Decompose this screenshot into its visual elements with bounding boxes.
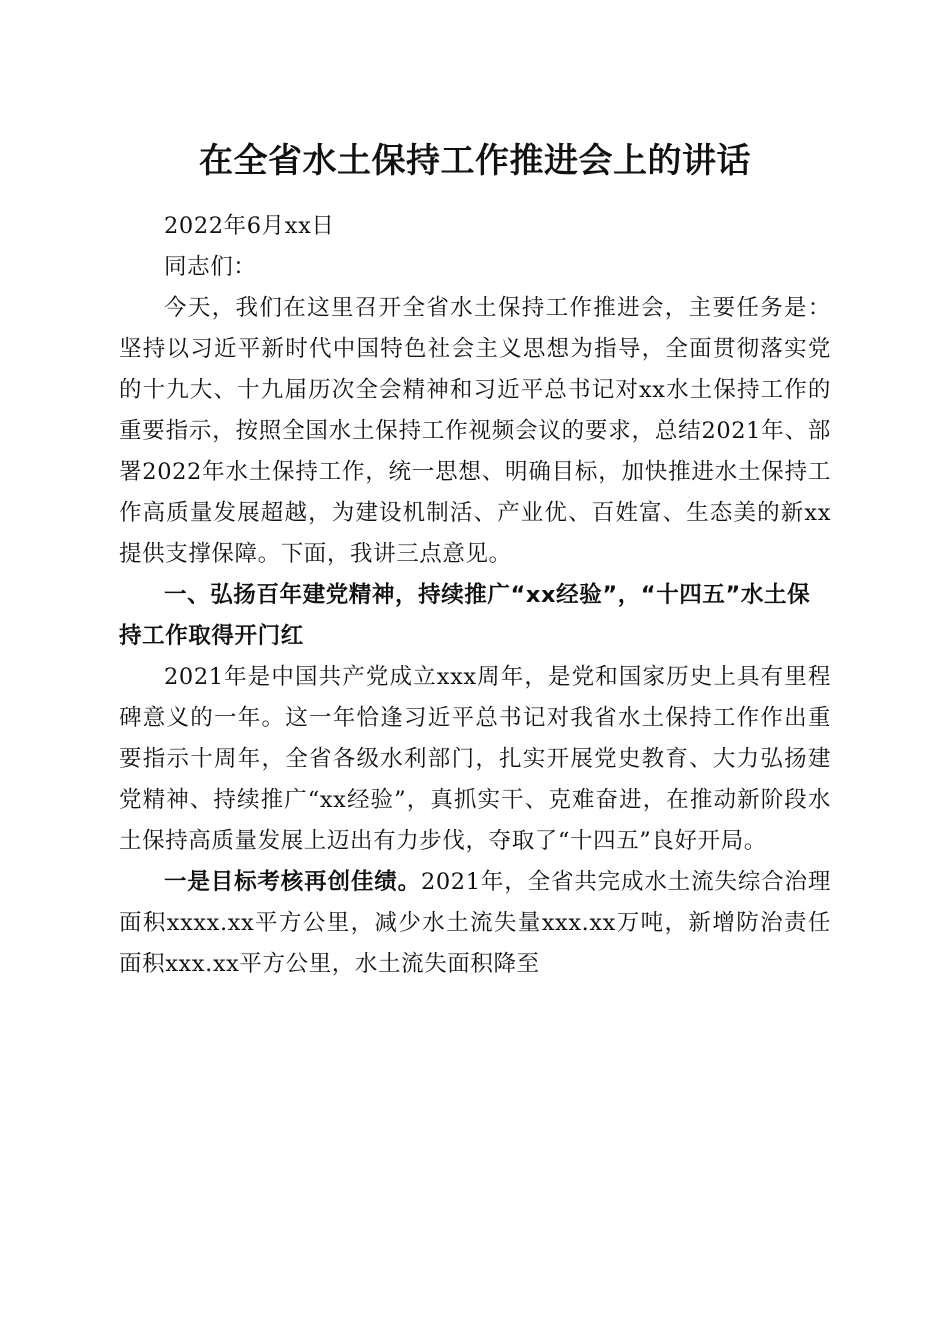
intro-paragraph: 今天，我们在这里召开全省水土保持工作推进会，主要任务是：坚持以习近平新时代中国特色社会主义思想为指导，全面贯彻落实党的十九大、十九届历次全会精神和习近平总书记对xx水土保持工作的重要指示，按照全国水土保持工作视频会议的要求，总结2021年、部署2022年水土保持工作，统一思想、明确目标，加快推进水土保持工作高质量发展超越，为建设机制活、产业优、百姓富、生态美的新xx提供支撑保障。下面，我讲三点意见。 — [119, 295, 831, 567]
date-line: 2022年6月xx日 — [164, 213, 335, 239]
document-title: 在全省水土保持工作推进会上的讲话 — [199, 141, 751, 181]
section1-paragraph-1: 2021年是中国共产党成立xxx周年，是党和国家历史上具有里程碑意义的一年。这一年恰逢习近平总书记对我省水土保持工作作出重要指示十周年，全省各级水利部门，扎实开展党史教育、大力弘扬建党精神、持续推广“xx经验”，真抓实干、克难奋进，在推动新阶段水土保持高质量发展上迈出有力步伐，夺取了“十四五”良好开局。 — [119, 664, 831, 854]
paragraph-lead: 一是目标考核再创佳绩。 — [164, 869, 421, 895]
section1-paragraph-2 — [119, 862, 831, 985]
document-body — [119, 206, 831, 985]
section-heading-1: 一、弘扬百年建党精神，持续推广“xx经验”，“十四五”水土保持工作取得开门红 — [119, 582, 811, 649]
salutation: 同志们： — [164, 254, 257, 280]
paragraph-text: 2021年，全省共完成水土流失综合治理面积xxxx.xx平方公里，减少水土流失量xxx.xx万吨，新增防治责任面积xxx.xx平方公里，水土流失面积降至 — [119, 869, 831, 977]
